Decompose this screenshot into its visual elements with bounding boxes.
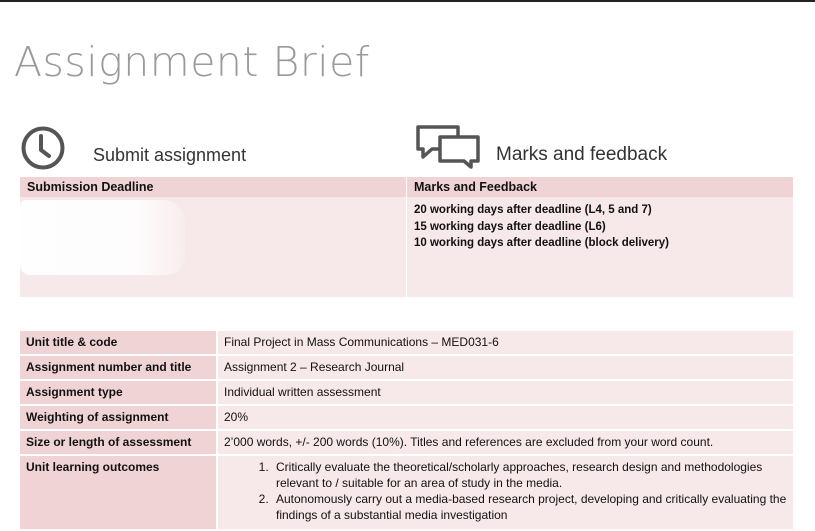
feedback-line: 15 working days after deadline (L6) xyxy=(414,220,606,233)
list-item: 1. Critically evaluate the theoretical/scholarly approaches, research design and methodologies relevant to / suitable for an area of study in the media. xyxy=(272,459,787,491)
row-key: Weighting of assignment xyxy=(20,405,217,430)
top-border xyxy=(0,0,815,2)
marks-feedback-heading: Marks and feedback xyxy=(496,144,668,165)
submit-assignment-heading: Submit assignment xyxy=(93,145,247,165)
row-key: Assignment type xyxy=(20,380,217,405)
row-value: Final Project in Mass Communications – MED031-6 xyxy=(217,331,793,355)
table-row xyxy=(20,331,793,355)
list-item: 2. Autonomously carry out a media-based research project, developing and critically evaluating the findings of a substantial media investigation xyxy=(272,491,787,523)
assignment-details-table xyxy=(20,331,793,531)
table-row xyxy=(20,405,793,430)
table-row xyxy=(20,355,793,380)
redacted-deadline xyxy=(20,200,185,275)
page-title: Assignment Brief xyxy=(14,38,370,86)
row-key: Assignment number and title xyxy=(20,355,217,380)
row-value: 20% xyxy=(217,405,793,430)
marks-feedback-header: Marks and Feedback xyxy=(407,177,793,197)
table-row xyxy=(20,430,793,455)
table-row xyxy=(20,455,793,530)
marks-feedback-cell xyxy=(407,197,793,297)
learning-outcomes-cell xyxy=(217,455,793,530)
row-value: Assignment 2 – Research Journal xyxy=(217,355,793,380)
feedback-line: 20 working days after deadline (L4, 5 and 7) xyxy=(414,204,652,216)
row-key: Size or length of assessment xyxy=(20,430,217,455)
clock-icon xyxy=(20,125,66,171)
feedback-line: 10 working days after deadline (block delivery) xyxy=(414,237,670,249)
row-key: Unit title & code xyxy=(20,331,217,355)
row-value: Individual written assessment xyxy=(217,380,793,405)
chat-bubbles-icon xyxy=(414,123,482,169)
submission-deadline-header: Submission Deadline xyxy=(20,177,406,197)
table-row xyxy=(20,380,793,405)
row-key: Unit learning outcomes xyxy=(20,455,217,530)
row-value: 2’000 words, +/- 200 words (10%). Titles and references are excluded from your word count. xyxy=(217,430,793,455)
learning-outcomes-list xyxy=(224,459,787,523)
